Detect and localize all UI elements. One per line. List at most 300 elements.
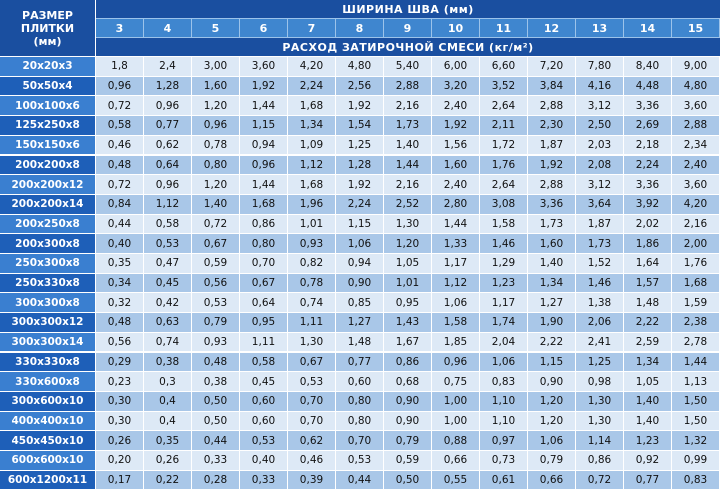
consumption-cell: 2,69: [624, 115, 672, 135]
consumption-cell: 1,46: [576, 273, 624, 293]
consumption-cell: 1,11: [288, 312, 336, 332]
consumption-cell: 1,68: [672, 273, 720, 293]
consumption-cell: 0,38: [144, 352, 192, 372]
consumption-cell: 0,86: [576, 450, 624, 470]
consumption-cell: 1,73: [528, 214, 576, 234]
tile-size-label: 300x300x14: [0, 332, 96, 352]
joint-width-column-6: 6: [240, 18, 288, 37]
consumption-cell: 0,94: [336, 253, 384, 273]
consumption-cell: 2,11: [480, 115, 528, 135]
consumption-cell: 0,53: [192, 292, 240, 312]
consumption-cell: 0,98: [576, 371, 624, 391]
consumption-cell: 0,96: [144, 174, 192, 194]
joint-width-header: ШИРИНА ШВА (мм): [96, 0, 720, 18]
consumption-cell: 1,05: [624, 371, 672, 391]
tile-size-label: 100x100x6: [0, 95, 96, 115]
consumption-cell: 0,78: [288, 273, 336, 293]
consumption-cell: 0,53: [336, 450, 384, 470]
consumption-cell: 0,33: [240, 470, 288, 489]
consumption-cell: 1,12: [432, 273, 480, 293]
consumption-cell: 0,35: [144, 430, 192, 450]
consumption-cell: 2,03: [576, 135, 624, 155]
consumption-cell: 0,62: [144, 135, 192, 155]
consumption-cell: 0,80: [336, 411, 384, 431]
consumption-cell: 0,75: [432, 371, 480, 391]
consumption-cell: 1,25: [336, 135, 384, 155]
consumption-cell: 0,72: [576, 470, 624, 489]
consumption-cell: 1,23: [624, 430, 672, 450]
consumption-cell: 0,80: [192, 155, 240, 175]
consumption-cell: 0,80: [240, 233, 288, 253]
tile-size-label: 125x250x8: [0, 115, 96, 135]
consumption-cell: 0,96: [240, 155, 288, 175]
consumption-cell: 1,06: [432, 292, 480, 312]
consumption-cell: 0,95: [384, 292, 432, 312]
consumption-cell: 0,44: [336, 470, 384, 489]
consumption-cell: 1,27: [528, 292, 576, 312]
consumption-cell: 0,58: [144, 214, 192, 234]
consumption-cell: 1,92: [336, 174, 384, 194]
consumption-cell: 0,62: [288, 430, 336, 450]
consumption-cell: 0,4: [144, 411, 192, 431]
consumption-cell: 0,96: [192, 115, 240, 135]
consumption-cell: 0,3: [144, 371, 192, 391]
consumption-cell: 0,17: [96, 470, 144, 489]
consumption-cell: 6,60: [480, 56, 528, 76]
consumption-cell: 0,42: [144, 292, 192, 312]
consumption-cell: 3,08: [480, 194, 528, 214]
consumption-cell: 2,18: [624, 135, 672, 155]
consumption-cell: 1,30: [576, 391, 624, 411]
consumption-cell: 3,60: [672, 95, 720, 115]
consumption-cell: 1,56: [432, 135, 480, 155]
consumption-cell: 0,82: [288, 253, 336, 273]
consumption-cell: 0,58: [96, 115, 144, 135]
consumption-cell: 1,67: [384, 332, 432, 352]
consumption-cell: 3,52: [480, 76, 528, 96]
consumption-cell: 0,26: [144, 450, 192, 470]
consumption-cell: 9,00: [672, 56, 720, 76]
consumption-cell: 1,17: [432, 253, 480, 273]
consumption-cell: 1,43: [384, 312, 432, 332]
consumption-cell: 0,77: [336, 352, 384, 372]
consumption-cell: 0,50: [192, 391, 240, 411]
consumption-cell: 2,40: [672, 155, 720, 175]
tile-size-label: 200x300x8: [0, 233, 96, 253]
tile-size-label: 400x400x10: [0, 411, 96, 431]
consumption-cell: 1,52: [576, 253, 624, 273]
tile-size-label: 150x150x6: [0, 135, 96, 155]
consumption-cell: 1,96: [288, 194, 336, 214]
consumption-cell: 1,44: [432, 214, 480, 234]
consumption-cell: 1,92: [432, 115, 480, 135]
consumption-cell: 8,40: [624, 56, 672, 76]
consumption-cell: 0,33: [192, 450, 240, 470]
tile-size-label: 600x600x10: [0, 450, 96, 470]
consumption-cell: 6,00: [432, 56, 480, 76]
consumption-cell: 0,44: [192, 430, 240, 450]
tile-size-label: 600x1200x11: [0, 470, 96, 489]
joint-width-column-8: 8: [336, 18, 384, 37]
consumption-cell: 1,01: [288, 214, 336, 234]
consumption-cell: 0,53: [240, 430, 288, 450]
consumption-cell: 2,02: [624, 214, 672, 234]
consumption-cell: 1,68: [288, 95, 336, 115]
consumption-cell: 0,79: [192, 312, 240, 332]
consumption-cell: 1,46: [480, 233, 528, 253]
consumption-cell: 2,88: [528, 95, 576, 115]
consumption-cell: 1,14: [576, 430, 624, 450]
consumption-cell: 2,24: [624, 155, 672, 175]
joint-width-column-5: 5: [192, 18, 240, 37]
consumption-cell: 0,59: [384, 450, 432, 470]
consumption-cell: 1,01: [384, 273, 432, 293]
consumption-cell: 0,45: [144, 273, 192, 293]
consumption-cell: 1,48: [336, 332, 384, 352]
consumption-cell: 2,80: [432, 194, 480, 214]
consumption-cell: 0,90: [528, 371, 576, 391]
consumption-cell: 1,20: [528, 411, 576, 431]
consumption-cell: 1,58: [480, 214, 528, 234]
consumption-cell: 0,90: [384, 411, 432, 431]
consumption-cell: 1,54: [336, 115, 384, 135]
consumption-cell: 1,85: [432, 332, 480, 352]
consumption-cell: 2,56: [336, 76, 384, 96]
consumption-cell: 1,87: [528, 135, 576, 155]
consumption-cell: 0,84: [96, 194, 144, 214]
consumption-cell: 0,80: [336, 391, 384, 411]
consumption-cell: 2,52: [384, 194, 432, 214]
consumption-cell: 0,85: [336, 292, 384, 312]
consumption-cell: 2,30: [528, 115, 576, 135]
consumption-cell: 1,17: [480, 292, 528, 312]
consumption-cell: 0,22: [144, 470, 192, 489]
consumption-cell: 0,79: [384, 430, 432, 450]
consumption-cell: 0,66: [432, 450, 480, 470]
consumption-cell: 0,88: [432, 430, 480, 450]
consumption-cell: 0,64: [144, 155, 192, 175]
consumption-cell: 1,50: [672, 391, 720, 411]
consumption-cell: 1,50: [672, 411, 720, 431]
consumption-cell: 0,32: [96, 292, 144, 312]
consumption-cell: 1,15: [336, 214, 384, 234]
consumption-cell: 0,94: [240, 135, 288, 155]
consumption-cell: 0,96: [144, 95, 192, 115]
consumption-cell: 1,30: [288, 332, 336, 352]
consumption-cell: 0,96: [96, 76, 144, 96]
consumption-cell: 1,72: [480, 135, 528, 155]
consumption-cell: 1,23: [480, 273, 528, 293]
consumption-cell: 0,63: [144, 312, 192, 332]
joint-width-column-10: 10: [432, 18, 480, 37]
consumption-cell: 0,48: [192, 352, 240, 372]
consumption-cell: 1,09: [288, 135, 336, 155]
consumption-cell: 2,00: [672, 233, 720, 253]
consumption-cell: 2,24: [336, 194, 384, 214]
consumption-cell: 4,20: [672, 194, 720, 214]
consumption-cell: 7,80: [576, 56, 624, 76]
consumption-cell: 0,40: [96, 233, 144, 253]
consumption-cell: 1,44: [384, 155, 432, 175]
consumption-cell: 0,72: [192, 214, 240, 234]
consumption-cell: 0,53: [288, 371, 336, 391]
consumption-cell: 1,74: [480, 312, 528, 332]
grout-consumption-header: РАСХОД ЗАТИРОЧНОЙ СМЕСИ (кг/м²): [96, 37, 720, 56]
consumption-cell: 1,59: [672, 292, 720, 312]
consumption-cell: 0,72: [96, 95, 144, 115]
consumption-cell: 0,61: [480, 470, 528, 489]
consumption-cell: 0,96: [432, 352, 480, 372]
consumption-cell: 0,66: [528, 470, 576, 489]
consumption-cell: 4,80: [336, 56, 384, 76]
consumption-cell: 1,33: [432, 233, 480, 253]
tile-size-label: 300x300x12: [0, 312, 96, 332]
consumption-cell: 0,92: [624, 450, 672, 470]
joint-width-column-9: 9: [384, 18, 432, 37]
consumption-cell: 1,40: [192, 194, 240, 214]
consumption-cell: 0,26: [96, 430, 144, 450]
consumption-cell: 1,12: [144, 194, 192, 214]
consumption-cell: 2,88: [528, 174, 576, 194]
consumption-cell: 1,48: [624, 292, 672, 312]
consumption-cell: 0,90: [336, 273, 384, 293]
consumption-cell: 0,20: [96, 450, 144, 470]
consumption-cell: 1,44: [672, 352, 720, 372]
consumption-cell: 1,57: [624, 273, 672, 293]
joint-width-column-13: 13: [576, 18, 624, 37]
consumption-cell: 1,15: [528, 352, 576, 372]
consumption-cell: 0,95: [240, 312, 288, 332]
consumption-cell: 1,00: [432, 391, 480, 411]
consumption-cell: 0,46: [288, 450, 336, 470]
consumption-cell: 0,4: [144, 391, 192, 411]
consumption-cell: 1,60: [432, 155, 480, 175]
consumption-cell: 0,70: [240, 253, 288, 273]
consumption-cell: 0,60: [240, 391, 288, 411]
consumption-cell: 1,86: [624, 233, 672, 253]
consumption-cell: 1,15: [240, 115, 288, 135]
consumption-cell: 1,73: [384, 115, 432, 135]
consumption-cell: 1,44: [240, 174, 288, 194]
consumption-cell: 1,34: [288, 115, 336, 135]
tile-size-label: 250x330x8: [0, 273, 96, 293]
consumption-cell: 0,67: [240, 273, 288, 293]
consumption-cell: 3,60: [240, 56, 288, 76]
consumption-cell: 0,68: [384, 371, 432, 391]
joint-width-column-11: 11: [480, 18, 528, 37]
consumption-cell: 1,44: [240, 95, 288, 115]
consumption-cell: 1,40: [624, 411, 672, 431]
consumption-cell: 3,36: [624, 95, 672, 115]
consumption-cell: 0,77: [144, 115, 192, 135]
consumption-cell: 0,50: [384, 470, 432, 489]
consumption-cell: 2,64: [480, 174, 528, 194]
consumption-cell: 0,83: [480, 371, 528, 391]
consumption-cell: 2,40: [432, 95, 480, 115]
joint-width-column-7: 7: [288, 18, 336, 37]
tile-size-label: 200x200x14: [0, 194, 96, 214]
consumption-cell: 0,29: [96, 352, 144, 372]
consumption-cell: 3,36: [624, 174, 672, 194]
consumption-cell: 1,06: [480, 352, 528, 372]
tile-size-label: 330x600x8: [0, 371, 96, 391]
tile-size-header-line1: РАЗМЕР: [22, 8, 73, 22]
consumption-cell: 2,64: [480, 95, 528, 115]
consumption-cell: 0,70: [288, 411, 336, 431]
consumption-cell: 2,88: [384, 76, 432, 96]
tile-size-label: 300x600x10: [0, 391, 96, 411]
consumption-cell: 1,68: [288, 174, 336, 194]
tile-size-label: 300x300x8: [0, 292, 96, 312]
consumption-cell: 0,93: [288, 233, 336, 253]
consumption-cell: 0,73: [480, 450, 528, 470]
consumption-cell: 0,30: [96, 411, 144, 431]
consumption-cell: 1,05: [384, 253, 432, 273]
consumption-cell: 1,92: [240, 76, 288, 96]
joint-width-column-3: 3: [96, 18, 144, 37]
consumption-cell: 1,60: [528, 233, 576, 253]
consumption-cell: 1,32: [672, 430, 720, 450]
tile-size-header-line3: (мм): [33, 34, 62, 48]
consumption-cell: 2,50: [576, 115, 624, 135]
consumption-cell: 0,93: [192, 332, 240, 352]
tile-size-label: 50x50x4: [0, 76, 96, 96]
joint-width-column-15: 15: [672, 18, 720, 37]
consumption-cell: 0,60: [336, 371, 384, 391]
consumption-cell: 1,34: [528, 273, 576, 293]
consumption-cell: 2,4: [144, 56, 192, 76]
consumption-cell: 2,59: [624, 332, 672, 352]
consumption-cell: 1,60: [192, 76, 240, 96]
consumption-cell: 2,24: [288, 76, 336, 96]
consumption-cell: 3,12: [576, 95, 624, 115]
consumption-cell: 0,39: [288, 470, 336, 489]
consumption-cell: 1,76: [672, 253, 720, 273]
consumption-cell: 3,64: [576, 194, 624, 214]
consumption-cell: 4,16: [576, 76, 624, 96]
consumption-cell: 2,38: [672, 312, 720, 332]
consumption-cell: 1,10: [480, 391, 528, 411]
consumption-cell: 1,11: [240, 332, 288, 352]
consumption-cell: 0,60: [240, 411, 288, 431]
consumption-cell: 1,38: [576, 292, 624, 312]
consumption-cell: 1,87: [576, 214, 624, 234]
tile-size-label: 250x300x8: [0, 253, 96, 273]
consumption-cell: 5,40: [384, 56, 432, 76]
consumption-cell: 3,12: [576, 174, 624, 194]
consumption-cell: 4,20: [288, 56, 336, 76]
consumption-cell: 0,67: [288, 352, 336, 372]
consumption-cell: 2,16: [384, 174, 432, 194]
consumption-cell: 2,88: [672, 115, 720, 135]
consumption-cell: 0,38: [192, 371, 240, 391]
consumption-cell: 0,79: [528, 450, 576, 470]
consumption-cell: 2,08: [576, 155, 624, 175]
consumption-cell: 1,10: [480, 411, 528, 431]
consumption-cell: 1,28: [144, 76, 192, 96]
tile-size-label: 330x330x8: [0, 352, 96, 372]
consumption-cell: 0,55: [432, 470, 480, 489]
consumption-cell: 1,12: [288, 155, 336, 175]
consumption-cell: 0,70: [288, 391, 336, 411]
consumption-cell: 1,30: [384, 214, 432, 234]
consumption-cell: 0,28: [192, 470, 240, 489]
consumption-cell: 1,76: [480, 155, 528, 175]
consumption-cell: 7,20: [528, 56, 576, 76]
consumption-cell: 2,16: [672, 214, 720, 234]
joint-width-column-12: 12: [528, 18, 576, 37]
consumption-cell: 2,78: [672, 332, 720, 352]
consumption-cell: 1,92: [336, 95, 384, 115]
consumption-cell: 1,8: [96, 56, 144, 76]
consumption-cell: 2,22: [624, 312, 672, 332]
joint-width-column-14: 14: [624, 18, 672, 37]
consumption-cell: 3,00: [192, 56, 240, 76]
tile-size-label: 20x20x3: [0, 56, 96, 76]
consumption-cell: 0,78: [192, 135, 240, 155]
consumption-cell: 0,48: [96, 312, 144, 332]
consumption-cell: 2,40: [432, 174, 480, 194]
consumption-cell: 0,30: [96, 391, 144, 411]
consumption-cell: 1,13: [672, 371, 720, 391]
consumption-cell: 3,36: [528, 194, 576, 214]
consumption-cell: 0,23: [96, 371, 144, 391]
consumption-cell: 0,56: [96, 332, 144, 352]
consumption-cell: 1,34: [624, 352, 672, 372]
consumption-cell: 0,83: [672, 470, 720, 489]
tile-size-label: 450x450x10: [0, 430, 96, 450]
joint-width-column-4: 4: [144, 18, 192, 37]
consumption-cell: 3,60: [672, 174, 720, 194]
consumption-cell: 1,20: [192, 95, 240, 115]
tile-size-header: [0, 0, 96, 56]
consumption-cell: 2,06: [576, 312, 624, 332]
consumption-cell: 0,90: [384, 391, 432, 411]
consumption-cell: 0,50: [192, 411, 240, 431]
consumption-cell: 1,58: [432, 312, 480, 332]
consumption-cell: 1,40: [528, 253, 576, 273]
consumption-cell: 0,44: [96, 214, 144, 234]
consumption-cell: 0,86: [240, 214, 288, 234]
tile-size-label: 200x200x8: [0, 155, 96, 175]
consumption-cell: 1,64: [624, 253, 672, 273]
consumption-cell: 1,06: [336, 233, 384, 253]
consumption-cell: 1,20: [528, 391, 576, 411]
consumption-cell: 0,70: [336, 430, 384, 450]
consumption-cell: 0,34: [96, 273, 144, 293]
consumption-cell: 1,90: [528, 312, 576, 332]
consumption-cell: 1,68: [240, 194, 288, 214]
consumption-cell: 1,73: [576, 233, 624, 253]
consumption-cell: 0,56: [192, 273, 240, 293]
consumption-cell: 0,47: [144, 253, 192, 273]
tile-size-label: 200x200x12: [0, 174, 96, 194]
consumption-cell: 1,27: [336, 312, 384, 332]
consumption-cell: 2,34: [672, 135, 720, 155]
consumption-cell: 2,41: [576, 332, 624, 352]
consumption-cell: 3,20: [432, 76, 480, 96]
consumption-cell: 1,29: [480, 253, 528, 273]
consumption-cell: 0,72: [96, 174, 144, 194]
consumption-cell: 2,04: [480, 332, 528, 352]
consumption-cell: 1,40: [624, 391, 672, 411]
consumption-cell: 1,30: [576, 411, 624, 431]
consumption-cell: 0,46: [96, 135, 144, 155]
consumption-cell: 2,22: [528, 332, 576, 352]
consumption-cell: 1,25: [576, 352, 624, 372]
consumption-cell: 0,58: [240, 352, 288, 372]
consumption-cell: 0,99: [672, 450, 720, 470]
